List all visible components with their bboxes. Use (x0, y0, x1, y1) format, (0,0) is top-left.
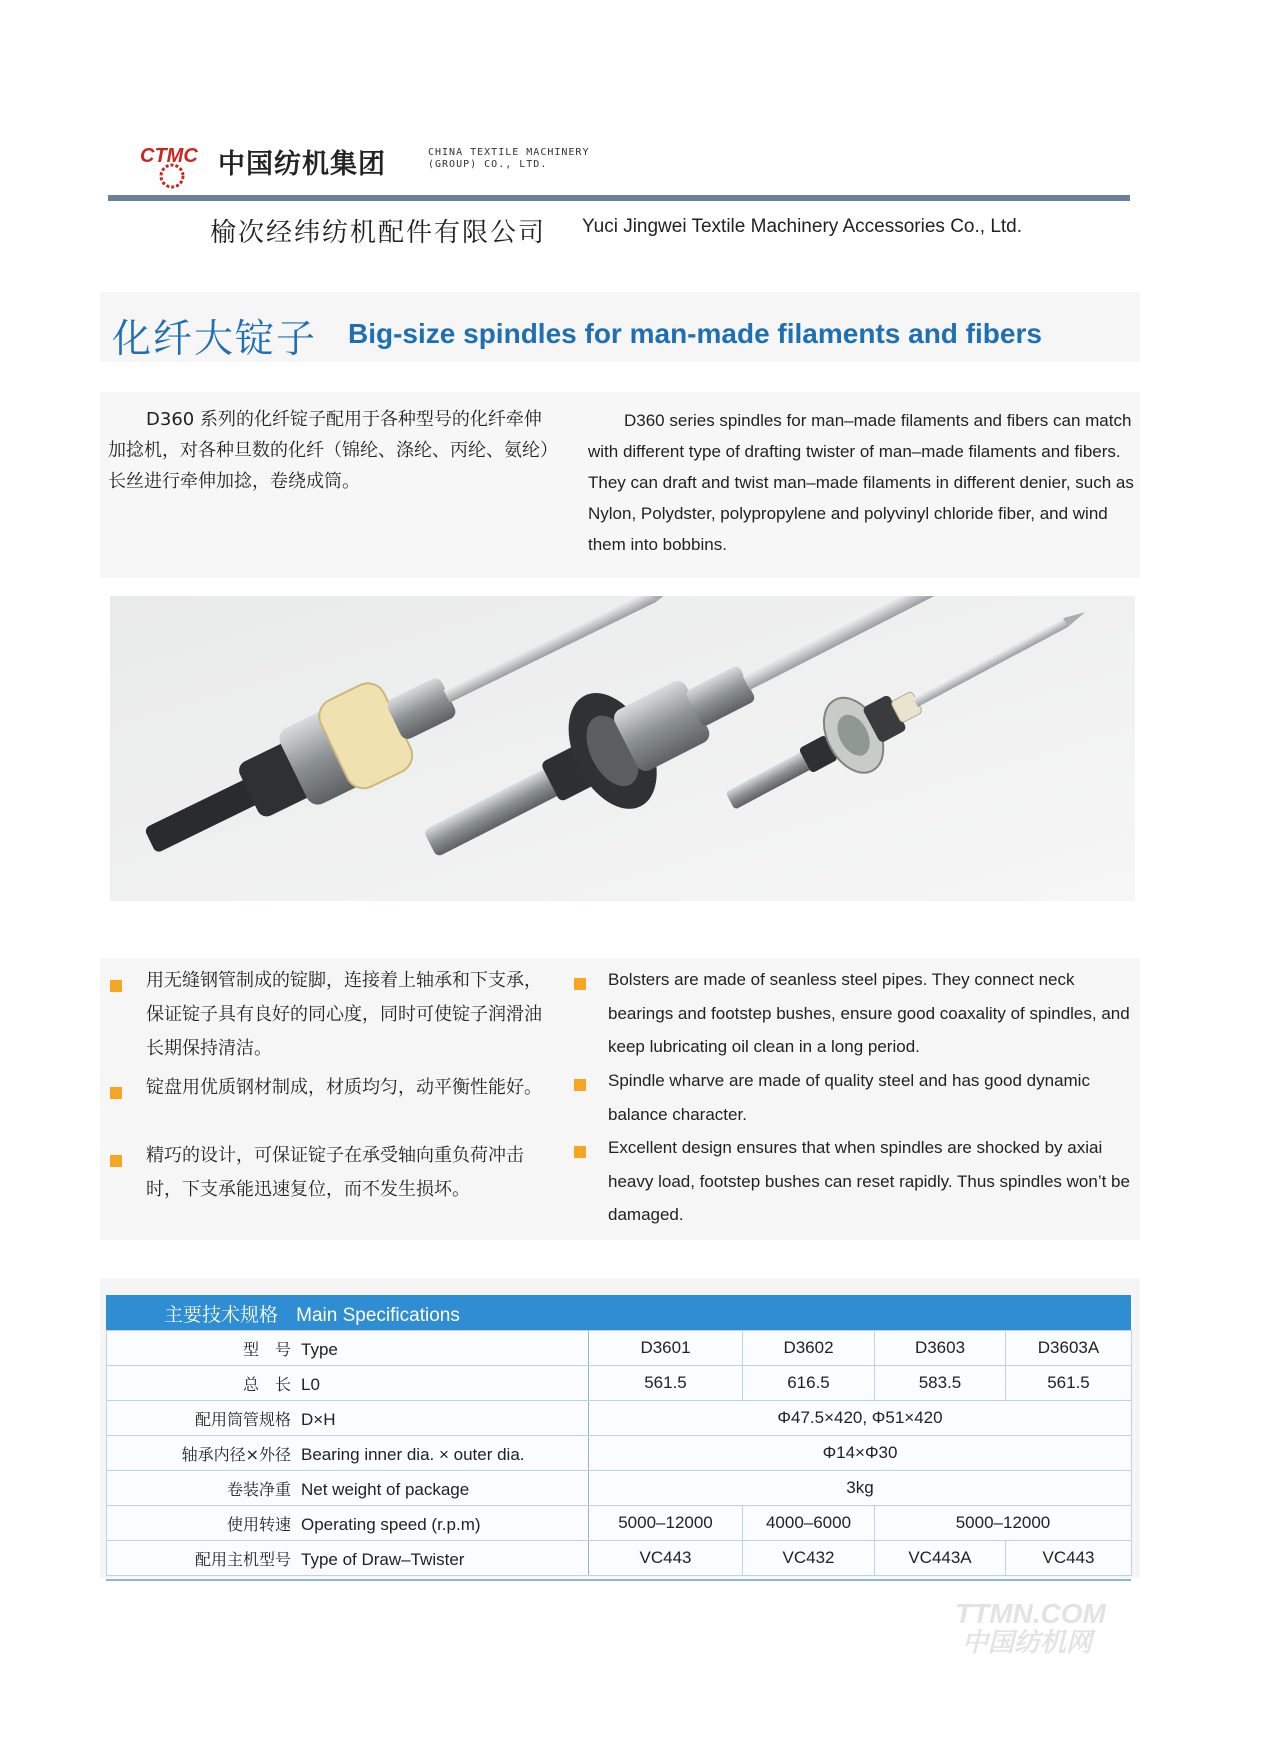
spec-title-cn: 主要技术规格 (164, 1304, 279, 1326)
watermark-cn: 中国纺机网 (962, 1628, 1093, 1658)
row-label: 型 号 Type (107, 1331, 589, 1366)
group-name-en-line1: CHINA TEXTILE MACHINERY (428, 147, 590, 158)
row-label: 卷装净重 Net weight of package (107, 1471, 589, 1506)
spec-title-en: Main Specifications (296, 1305, 460, 1326)
table-row (107, 1541, 1132, 1576)
row-label: 轴承内径×外径 Bearing inner dia. × outer dia. (107, 1436, 589, 1471)
table-row (107, 1366, 1132, 1401)
watermark-en: TTMN.COM (955, 1598, 1106, 1629)
feature-bullet-icon (574, 1146, 586, 1158)
row-label: 总 长 L0 (107, 1366, 589, 1401)
table-bottom-rule (106, 1579, 1131, 1581)
company-name-en: Yuci Jingwei Textile Machinery Accessories Co., Ltd. (582, 216, 1023, 237)
table-cell: Φ47.5×420, Φ51×420 (589, 1401, 1132, 1436)
table-cell: 583.5 (875, 1366, 1006, 1401)
table-cell: D3601 (589, 1331, 743, 1366)
feature-bullet-icon (110, 1087, 122, 1099)
page-title-cn: 化纤大锭子 (112, 317, 318, 362)
table-row (107, 1401, 1132, 1436)
table-cell: D3602 (743, 1331, 875, 1366)
table-row (107, 1331, 1132, 1366)
table-cell: Φ14×Φ30 (589, 1436, 1132, 1471)
table-cell: 561.5 (589, 1366, 743, 1401)
group-name-en (428, 147, 589, 171)
feature-bullet-icon (574, 978, 586, 990)
intro-text-en: D360 series spindles for man–made filaments and fibers can match with different type of drafting twister of man–made filaments and fibers. They can draft and twist man–made filaments in different denier, such as Nylon, Polydster, polypropylene and polyvinyl chloride fiber, and wind them into bobbins. (588, 411, 1134, 554)
table-cell: 3kg (589, 1471, 1132, 1506)
page-title-en: Big-size spindles for man-made filaments and fibers (348, 318, 1042, 349)
feature-en-1: Bolsters are made of seanless steel pipes. They connect neck bearings and footstep bushes, ensure good coaxality of spindles, and keep lubricating oil clean in a long period. (608, 970, 1130, 1056)
table-cell: VC443 (1006, 1541, 1132, 1576)
table-cell: 5000–12000 (589, 1506, 743, 1541)
header-rule (108, 195, 1130, 201)
company-name-cn: 榆次经纬纺机配件有限公司 (210, 218, 547, 248)
intro-text-cn: D360 系列的化纤锭子配用于各种型号的化纤牵伸加捻机，对各种旦数的化纤（锦纶、涤纶、丙纶、氨纶）长丝进行牵伸加捻，卷绕成筒。 (108, 409, 549, 492)
spec-table (106, 1330, 1132, 1576)
table-cell: 5000–12000 (875, 1506, 1132, 1541)
spindles-photo (110, 596, 1135, 901)
spec-table-title (164, 1300, 460, 1327)
row-label: 配用主机型号 Type of Draw–Twister (107, 1541, 589, 1576)
row-label: 使用转速 Operating speed (r.p.m) (107, 1506, 589, 1541)
table-row (107, 1436, 1132, 1471)
feature-cn-2: 锭盘用优质钢材制成，材质均匀，动平衡性能好。 (146, 1077, 542, 1098)
feature-en-3: Excellent design ensures that when spindles are shocked by axiai heavy load, footstep bushes can reset rapidly. Thus spindles won’t be damaged. (608, 1138, 1130, 1224)
group-name-en-line2: (GROUP) CO., LTD. (428, 159, 548, 170)
table-cell: 616.5 (743, 1366, 875, 1401)
feature-cn-1: 用无缝钢管制成的锭脚，连接着上轴承和下支承，保证锭子具有良好的同心度，同时可使锭子润滑油长期保持清洁。 (146, 970, 542, 1059)
table-cell: D3603 (875, 1331, 1006, 1366)
feature-bullet-icon (110, 1155, 122, 1167)
table-row (107, 1506, 1132, 1541)
group-name-cn: 中国纺机集团 (218, 149, 386, 180)
table-cell: 4000–6000 (743, 1506, 875, 1541)
feature-bullet-icon (110, 980, 122, 992)
table-cell: VC432 (743, 1541, 875, 1576)
table-row (107, 1471, 1132, 1506)
ctmc-logo (138, 140, 208, 190)
table-cell: D3603A (1006, 1331, 1132, 1366)
logo-text: CTMC (140, 145, 198, 167)
feature-cn-3: 精巧的设计，可保证锭子在承受轴向重负荷冲击时，下支承能迅速复位，而不发生损坏。 (146, 1145, 524, 1200)
table-cell: 561.5 (1006, 1366, 1132, 1401)
table-cell: VC443 (589, 1541, 743, 1576)
feature-en-2: Spindle wharve are made of quality steel and has good dynamic balance character. (608, 1071, 1090, 1124)
table-cell: VC443A (875, 1541, 1006, 1576)
row-label: 配用筒管规格 D×H (107, 1401, 589, 1436)
feature-bullet-icon (574, 1079, 586, 1091)
